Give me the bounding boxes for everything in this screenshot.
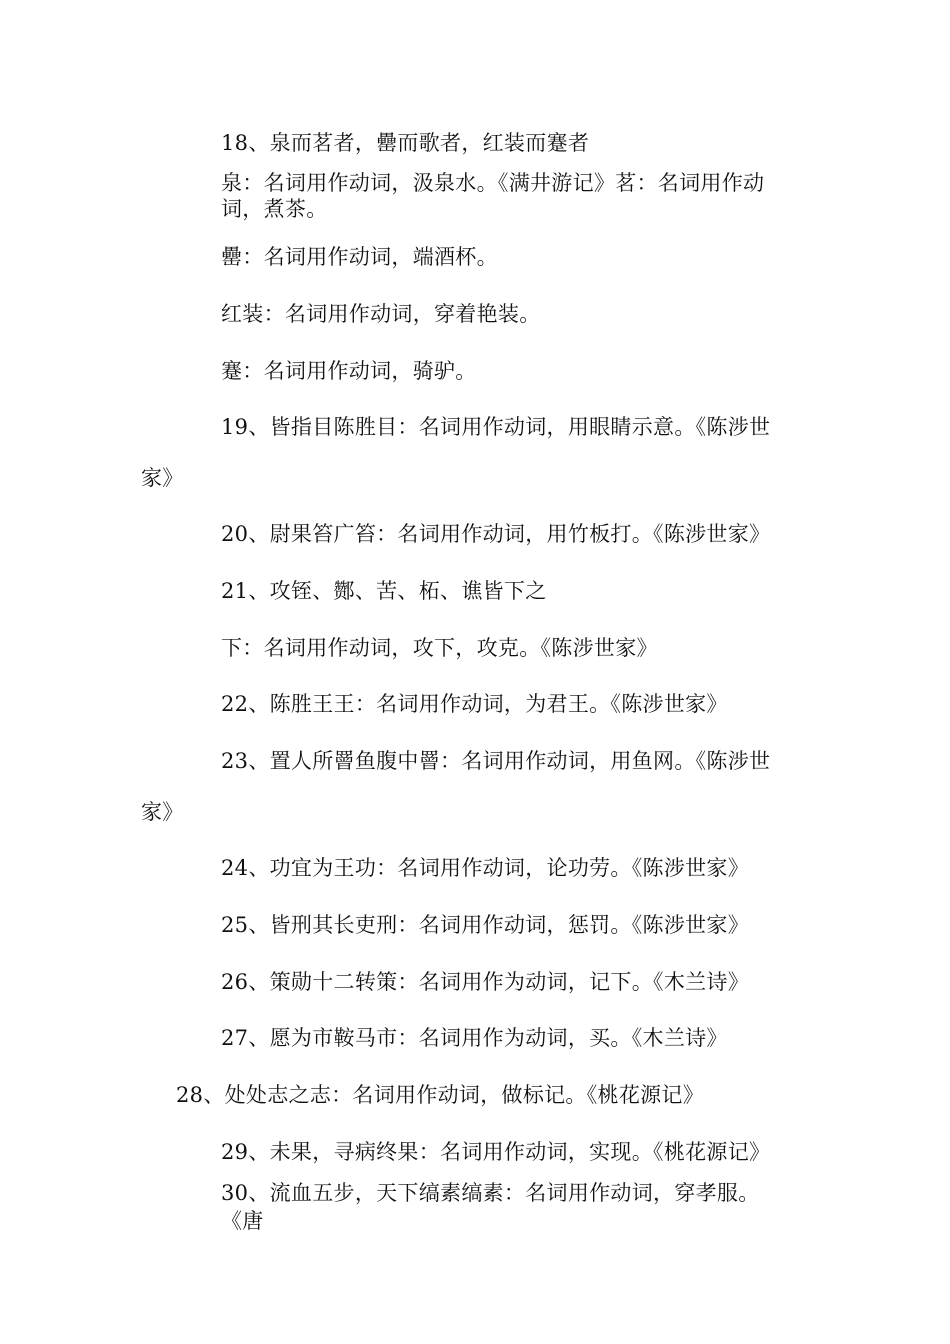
entry-23-line2: 家》 [141,800,184,824]
entry-26: 26、策勋十二转策：名词用作为动词，记下。《木兰诗》 [221,970,750,994]
entry-30-line2: 《唐 [221,1209,264,1233]
entry-23-line1: 23、置人所罾鱼腹中罾：名词用作动词，用鱼网。《陈涉世 [221,749,771,773]
entry-30-line1: 30、流血五步，天下缟素缟素：名词用作动词，穿孝服。 [221,1181,760,1205]
entry-25: 25、皆刑其长吏刑：名词用作动词，惩罚。《陈涉世家》 [221,913,750,937]
entry-18-lei: 罍：名词用作动词，端酒杯。 [221,245,498,269]
entry-20: 20、尉果笞广笞：名词用作动词，用竹板打。《陈涉世家》 [221,522,771,546]
entry-22: 22、陈胜王王：名词用作动词，为君王。《陈涉世家》 [221,692,728,716]
entry-18-quan-line2: 词，煮茶。 [221,197,328,221]
entry-24: 24、功宜为王功：名词用作动词，论功劳。《陈涉世家》 [221,856,750,880]
entry-18-jian: 蹇：名词用作动词，骑驴。 [221,359,477,383]
entry-19-line2: 家》 [141,466,184,490]
entry-18-hongzhuang: 红装：名词用作动词，穿着艳装。 [221,302,541,326]
entry-18-title: 18、泉而茗者，罍而歌者，红装而蹇者 [221,131,590,155]
entry-28: 28、处处志之志：名词用作动词，做标记。《桃花源记》 [176,1083,705,1107]
entry-21-xia: 下：名词用作动词，攻下，攻克。《陈涉世家》 [221,636,658,660]
entry-19-line1: 19、皆指目陈胜目：名词用作动词，用眼睛示意。《陈涉世 [221,415,771,439]
entry-29: 29、未果，寻病终果：名词用作动词，实现。《桃花源记》 [221,1140,771,1164]
entry-27: 27、愿为市鞍马市：名词用作为动词，买。《木兰诗》 [221,1026,728,1050]
entry-21-title: 21、攻铚、酂、苦、柘、谯皆下之 [221,579,547,603]
entry-18-quan-line1: 泉：名词用作动词，汲泉水。《满井游记》茗：名词用作动 [221,171,765,195]
